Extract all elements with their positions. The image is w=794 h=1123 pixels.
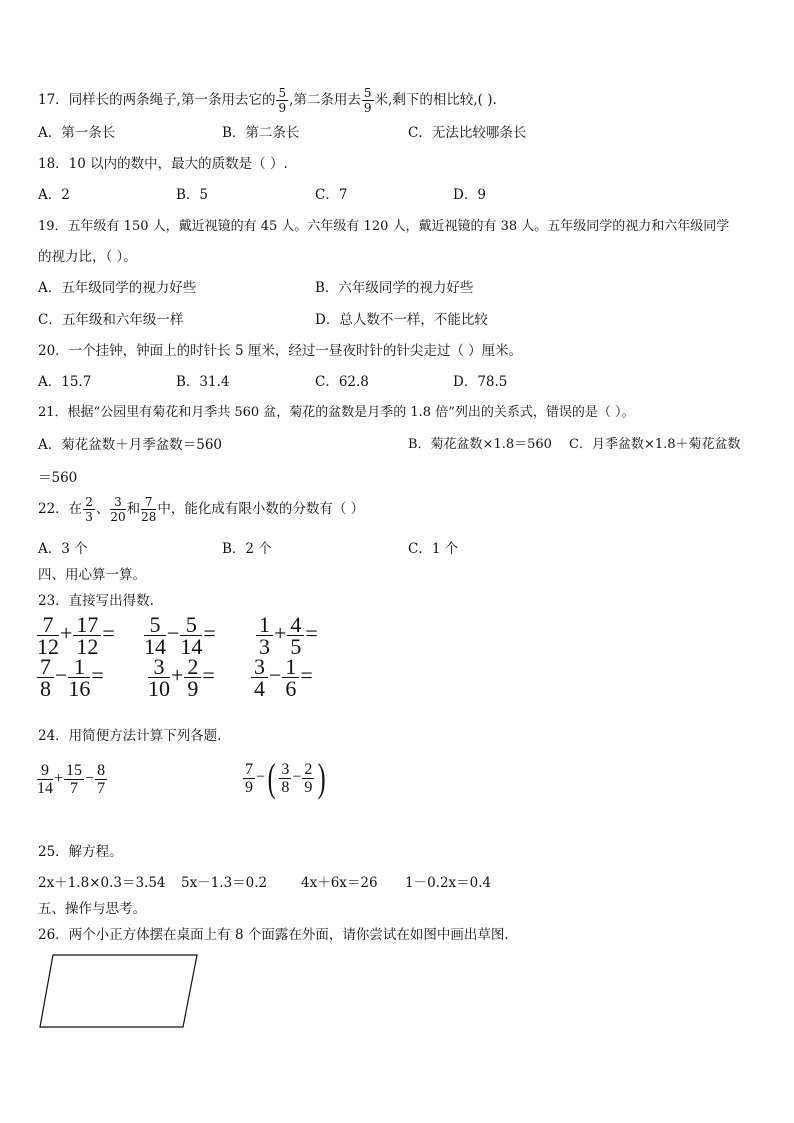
expression xyxy=(36,656,104,699)
option-c-continued: ＝560 xyxy=(38,470,78,486)
numerator: 15 xyxy=(66,762,83,779)
fraction xyxy=(251,656,268,699)
numerator: 9 xyxy=(37,762,53,780)
separator: 、 xyxy=(95,501,110,517)
fraction xyxy=(243,761,255,796)
equation: 4x＋6x＝26 xyxy=(301,875,378,891)
fraction xyxy=(276,86,288,115)
denominator: 20 xyxy=(110,510,126,524)
question-21: 21．根据“公园里有菊花和月季共 560 盆，菊花的盆数是月季的 1.8 倍”列出的关系式，错误的是（ ）。 xyxy=(38,405,635,420)
denominator: 9 xyxy=(304,778,313,796)
parallelogram-shape xyxy=(40,955,197,1027)
fraction xyxy=(73,614,101,657)
question-26: 26．两个小正方体摆在桌面上有 8 个面露在外面，请你尝试在如图中画出草图. xyxy=(38,927,509,943)
operator: + xyxy=(274,620,287,646)
option-a: A．菊花盆数＋月季盆数＝560 xyxy=(38,437,223,453)
numerator: 7 xyxy=(245,760,253,778)
equals-sign: = xyxy=(203,620,216,646)
numerator: 5 xyxy=(180,614,202,636)
numerator: 3 xyxy=(281,760,290,778)
denominator: 7 xyxy=(70,780,79,797)
question-number: 17． xyxy=(38,92,69,108)
denominator: 8 xyxy=(40,676,51,701)
option-d: D．78.5 xyxy=(453,374,508,390)
option-d: D．9 xyxy=(453,187,486,203)
denominator: 9 xyxy=(187,676,199,701)
numerator: 5 xyxy=(363,86,372,100)
option-c: C．62.8 xyxy=(315,374,369,390)
option-a: A．五年级同学的视力好些 xyxy=(38,280,197,296)
fraction xyxy=(362,86,374,115)
question-19-line-2: 的视力比，（ ）。 xyxy=(38,249,137,265)
numerator: 4 xyxy=(287,614,304,636)
numerator: 2 xyxy=(85,495,93,509)
fraction xyxy=(37,656,54,699)
option-b: B．31.4 xyxy=(176,374,230,390)
denominator: 8 xyxy=(281,778,290,796)
numerator: 3 xyxy=(110,495,125,510)
numerator: 1 xyxy=(68,656,90,678)
operator: − xyxy=(269,662,282,688)
numerator: 3 xyxy=(148,656,170,678)
expression xyxy=(250,656,313,699)
option-a: A．15.7 xyxy=(38,374,92,390)
denominator: 9 xyxy=(245,778,253,796)
denominator: 5 xyxy=(290,634,302,659)
denominator: 6 xyxy=(285,676,297,701)
option-b: B．2 个 xyxy=(222,541,272,557)
numerator: 1 xyxy=(282,656,299,678)
right-parenthesis: ) xyxy=(318,755,327,800)
fraction xyxy=(95,762,107,797)
option-a: A．3 个 xyxy=(38,541,88,557)
equals-sign: = xyxy=(102,620,115,646)
question-19-line-1: 19．五年级有 150 人，戴近视镜的有 45 人。六年级有 120 人，戴近视镜的有 38 人。五年级同学的视力和六年级同学 xyxy=(38,219,730,234)
expression xyxy=(255,614,318,657)
question-17 xyxy=(38,86,497,115)
expression xyxy=(36,614,115,657)
fraction xyxy=(282,656,299,699)
expression xyxy=(36,762,108,797)
question-24-title: 24．用简便方法计算下列各题. xyxy=(38,728,222,744)
denominator: 9 xyxy=(278,101,287,115)
equals-sign: = xyxy=(300,662,313,688)
question-18: 18．10 以内的数中，最大的质数是（ ）. xyxy=(38,156,288,172)
option-b: B．六年级同学的视力好些 xyxy=(315,280,474,296)
numerator: 7 xyxy=(37,656,54,678)
denominator: 4 xyxy=(254,676,265,701)
question-22 xyxy=(38,495,364,524)
section-heading-5: 五、操作与思考。 xyxy=(38,901,146,917)
option-a: A．第一条长 xyxy=(38,125,116,141)
option-c: C．月季盆数×1.8＋菊花盆数 xyxy=(569,437,741,452)
denominator: 3 xyxy=(85,510,93,524)
equals-sign: = xyxy=(202,662,215,688)
numerator: 3 xyxy=(251,656,268,678)
question-20: 20．一个挂钟，钟面上的时针长 5 厘米，经过一昼夜时针的针尖走过（ ）厘米。 xyxy=(38,343,523,359)
question-text: 中，能化成有限小数的分数有（ ） xyxy=(157,501,365,517)
denominator: 28 xyxy=(141,510,157,524)
question-text: 22．在 xyxy=(38,501,83,517)
question-25-title: 25．解方程。 xyxy=(38,844,123,860)
fraction xyxy=(37,762,53,797)
denominator: 3 xyxy=(259,634,270,659)
denominator: 12 xyxy=(37,634,59,659)
numerator: 2 xyxy=(184,656,201,678)
option-d: D．总人数不一样，不能比较 xyxy=(315,312,488,328)
operator: + xyxy=(60,620,73,646)
option-c: C．无法比较哪条长 xyxy=(408,125,527,141)
fraction xyxy=(110,495,125,524)
denominator: 10 xyxy=(148,676,170,701)
fraction xyxy=(180,614,202,657)
numerator: 7 xyxy=(141,495,156,510)
expression xyxy=(242,755,329,800)
numerator: 5 xyxy=(278,86,287,100)
denominator: 14 xyxy=(144,634,166,659)
equation: 1－0.2x＝0.4 xyxy=(405,875,492,891)
fraction xyxy=(64,762,84,797)
equals-sign: = xyxy=(305,620,318,646)
operator: − xyxy=(55,662,68,688)
fraction xyxy=(287,614,304,657)
numerator: 7 xyxy=(37,614,59,636)
option-c: C．五年级和六年级一样 xyxy=(38,312,184,328)
numerator: 2 xyxy=(304,760,313,778)
option-c: C．7 xyxy=(315,187,348,203)
fraction xyxy=(279,761,291,796)
denominator: 16 xyxy=(68,676,91,701)
fraction xyxy=(141,495,156,524)
question-text: ,第二条用去 xyxy=(289,92,361,108)
fraction xyxy=(302,761,314,796)
numerator: 5 xyxy=(144,614,166,636)
equation: 2x＋1.8×0.3＝3.54 xyxy=(38,875,166,891)
fraction xyxy=(184,656,201,699)
operator: + xyxy=(54,770,64,788)
option-c: C．1 个 xyxy=(408,541,459,557)
fraction xyxy=(68,656,90,699)
denominator: 14 xyxy=(37,780,53,797)
fraction xyxy=(148,656,170,699)
option-b: B．第二条长 xyxy=(222,125,300,141)
section-heading-4: 四、用心算一算。 xyxy=(38,567,146,583)
operator: − xyxy=(167,620,180,646)
question-text: 同样长的两条绳子,第一条用去它的 xyxy=(68,92,276,108)
separator: 和 xyxy=(126,501,141,517)
fraction xyxy=(83,495,95,524)
option-b: B．菊花盆数×1.8＝560 xyxy=(408,437,552,452)
question-text: 米,剩下的相比较,( ). xyxy=(374,92,497,108)
numerator: 1 xyxy=(256,614,273,636)
denominator: 12 xyxy=(76,634,99,659)
operator: − xyxy=(292,768,302,786)
equation: 5x－1.3＝0.2 xyxy=(181,875,268,891)
denominator: 9 xyxy=(363,101,372,115)
fraction xyxy=(256,614,273,657)
drawing-area-parallelogram[interactable] xyxy=(36,950,204,1034)
left-parenthesis: ( xyxy=(267,755,276,800)
operator: − xyxy=(85,770,95,788)
expression xyxy=(143,614,216,657)
operator: + xyxy=(171,662,184,688)
expression xyxy=(147,656,215,699)
option-a: A．2 xyxy=(38,187,70,203)
fraction xyxy=(37,614,59,657)
denominator: 7 xyxy=(97,780,106,797)
option-b: B．5 xyxy=(176,187,209,203)
question-23-title: 23．直接写出得数. xyxy=(38,593,154,609)
operator: − xyxy=(256,768,266,786)
fraction xyxy=(144,614,166,657)
denominator: 14 xyxy=(180,634,203,659)
numerator: 8 xyxy=(97,762,106,779)
equals-sign: = xyxy=(91,662,104,688)
numerator: 17 xyxy=(73,614,101,636)
